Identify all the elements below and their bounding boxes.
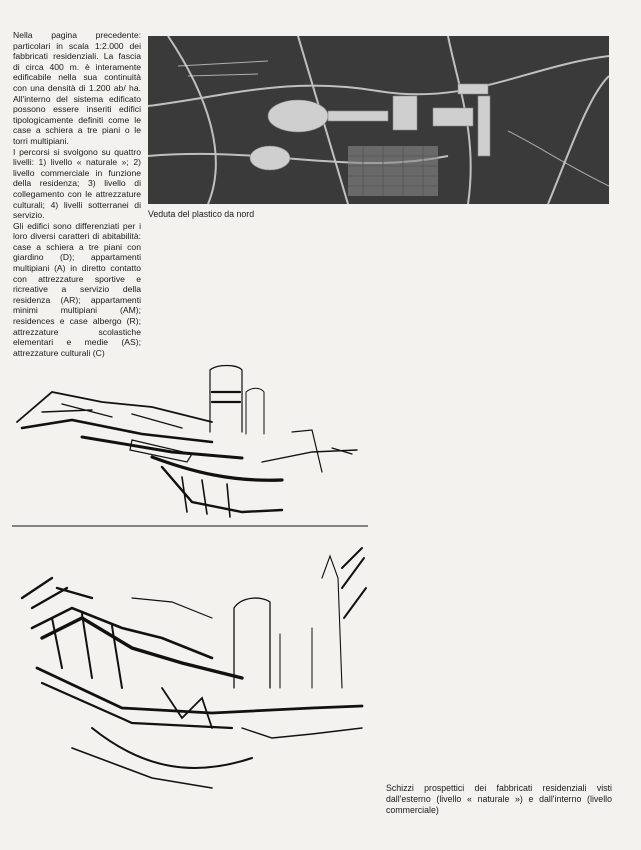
sketch-interior-view (12, 538, 368, 794)
photo-caption: Veduta del plastico da nord (148, 209, 255, 219)
intro-text-column: Nella pagina precedente: particolari in scala 1:2.000 dei fabbricati residenziali. La fascia di circa 400 m. è interamente edificabile nella sua continuità con una densità di 1.200 ab/ ha. All'interno del sistema edificato possono essere inseriti edifici tipologicamente definiti come le case a schiera a tre piani o le torri multipiani. I percorsi si svolgono su quattro livelli: 1) livello « naturale »; 2) livello commerciale in funzione della residenza; 3) livello di collegamento con le attrezzature culturali; 4) livelli sotterranei di servizio. Gli edifici sono differenziati per i loro diversi caratteri di abitabilità: case a schiera a tre piani con giardino (D); appartamenti multipiani (A) in diretto contatto con attrezzature sportive e ricreative a servizio della residenza (AR); appartamenti minimi multipiani (AM); residences e case albergo (R); attrezzature scolastiche elementari e medie (AS); attrezzature culturali (C) (13, 30, 141, 358)
model-photo (148, 36, 609, 204)
sketch-exterior-view (12, 362, 368, 528)
sketch-caption: Schizzi prospettici dei fabbricati residenziali visti dall'esterno (livello « naturale ») e dall'interno (livello commerciale) (386, 783, 612, 815)
